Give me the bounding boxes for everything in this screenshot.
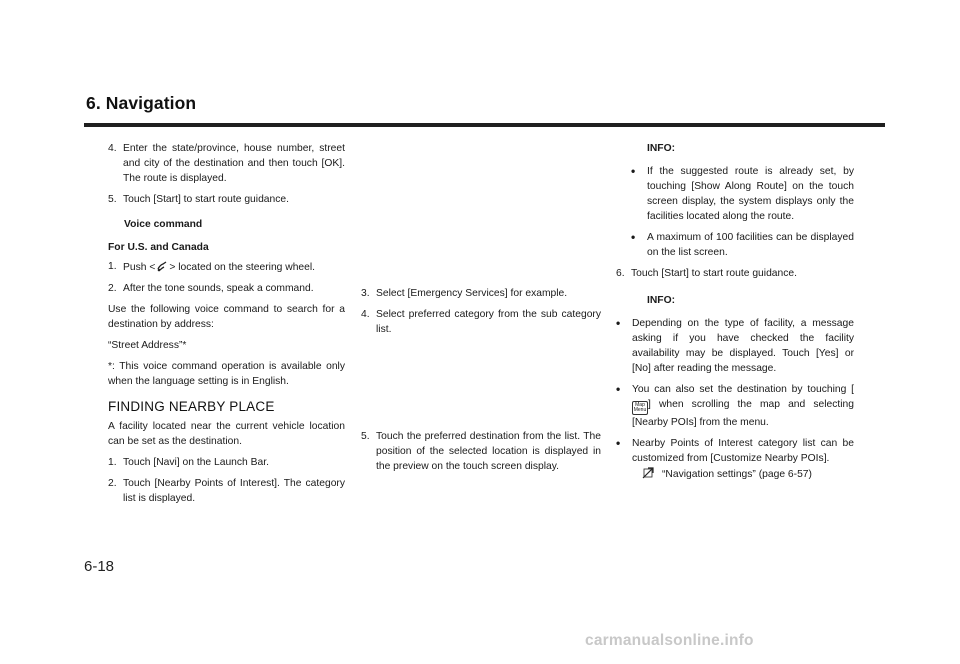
bullet-text: If the suggested route is already set, by touching [Show Along Route] on the touch screen display, the system displays only the facilities located along the route. — [647, 166, 854, 222]
page-number: 6-18 — [84, 558, 115, 575]
map-suffix: ] when scrolling the map and selecting [Nearby POIs] from the menu. — [632, 399, 854, 428]
step-number: 1. — [108, 457, 117, 468]
step-number: 1. — [108, 261, 117, 272]
step-text: Select preferred category from the sub category list. — [376, 309, 601, 335]
step-text: Touch [Start] to start route guidance. — [123, 194, 289, 205]
voice-command-text: “Street Address”* — [108, 340, 187, 351]
bullet-text: Depending on the type of facility, a message asking if you have checked the facility availability may be displayed. Touch [Yes] or [No] after reading the message. — [632, 318, 854, 374]
step-touch-navi — [108, 455, 345, 470]
bullet-text — [632, 436, 854, 482]
step-select-emergency — [361, 286, 601, 301]
bullet-dot: • — [616, 316, 621, 330]
info-label: INFO: — [647, 143, 676, 154]
info-list — [631, 164, 854, 260]
step-speak-command — [108, 281, 345, 296]
reference-text: “Navigation settings” (page 6-57) — [662, 468, 812, 480]
header-rule — [84, 123, 885, 127]
customize-text: Nearby Points of Interest category list can be customized from [Customize Nearby POIs]. — [632, 437, 854, 464]
step-number: 2. — [108, 478, 117, 489]
reference-line — [632, 469, 812, 480]
step-number: 5. — [108, 194, 117, 205]
step-start-guidance — [616, 266, 854, 281]
footnote-text: *: This voice command operation is available only when the language setting is in English. — [108, 361, 345, 387]
step-number: 4. — [108, 143, 117, 154]
step-text: Enter the state/province, house number, street and city of the destination and then touch [OK]. The route is displayed. — [123, 143, 345, 184]
info-label: INFO: — [647, 295, 676, 306]
step-text — [123, 259, 345, 275]
talk-button-icon — [155, 259, 169, 273]
chapter-title: 6. Navigation — [86, 93, 197, 113]
step-touch-destination — [361, 429, 601, 474]
bullet-dot: • — [616, 382, 621, 396]
bullet-dot: • — [631, 230, 636, 244]
step-number: 2. — [108, 283, 117, 294]
step-text: Touch [Nearby Points of Interest]. The category list is displayed. — [123, 478, 345, 504]
bullet-dot: • — [616, 435, 621, 450]
column-middle — [361, 286, 601, 480]
step-select-subcategory — [361, 307, 601, 337]
voice-command-heading: Voice command — [124, 219, 203, 230]
push-prefix: Push < — [123, 262, 156, 273]
info-bullet — [616, 436, 854, 482]
step-number: 5. — [361, 431, 370, 442]
step-number: 3. — [361, 288, 370, 299]
info-bullet — [616, 382, 854, 430]
bullet-dot: • — [631, 164, 636, 178]
section-intro: A facility located near the current vehicle location can be set as the destination. — [108, 421, 345, 447]
info-bullet — [616, 316, 854, 376]
step-text: Touch [Start] to start route guidance. — [631, 268, 797, 279]
map-menu-icon — [632, 401, 648, 415]
step-touch-nearby — [108, 476, 345, 506]
column-left — [108, 141, 345, 512]
section-heading: FINDING NEARBY PLACE — [108, 399, 275, 414]
info-bullet — [631, 164, 854, 224]
step-text: Touch [Navi] on the Launch Bar. — [123, 457, 269, 468]
step-text: Select [Emergency Services] for example. — [376, 288, 568, 299]
step-text: Touch the preferred destination from the list. The position of the selected location is displayed in the preview on the touch screen display. — [376, 431, 601, 472]
step-push-talk — [108, 259, 345, 275]
info-bullet — [631, 230, 854, 260]
map-prefix: You can also set the destination by touching [ — [632, 384, 854, 395]
step-enter-address — [108, 141, 345, 186]
step-number: 6. — [616, 268, 625, 279]
step-start-guidance — [108, 192, 345, 207]
step-text: After the tone sounds, speak a command. — [123, 283, 314, 294]
reference-arrow-icon — [642, 466, 658, 480]
map-icon-top: Map — [635, 401, 645, 408]
push-suffix: > located on the steering wheel. — [169, 262, 316, 273]
region-heading: For U.S. and Canada — [108, 242, 209, 253]
bullet-text: A maximum of 100 facilities can be displayed on the list screen. — [647, 232, 854, 258]
column-right — [616, 141, 854, 488]
step-number: 4. — [361, 309, 370, 320]
map-icon-bottom: Menu — [633, 407, 647, 413]
usage-text: Use the following voice command to search for a destination by address: — [108, 304, 345, 330]
bullet-text — [632, 382, 854, 430]
watermark: carmanualsonline.info — [585, 632, 754, 649]
